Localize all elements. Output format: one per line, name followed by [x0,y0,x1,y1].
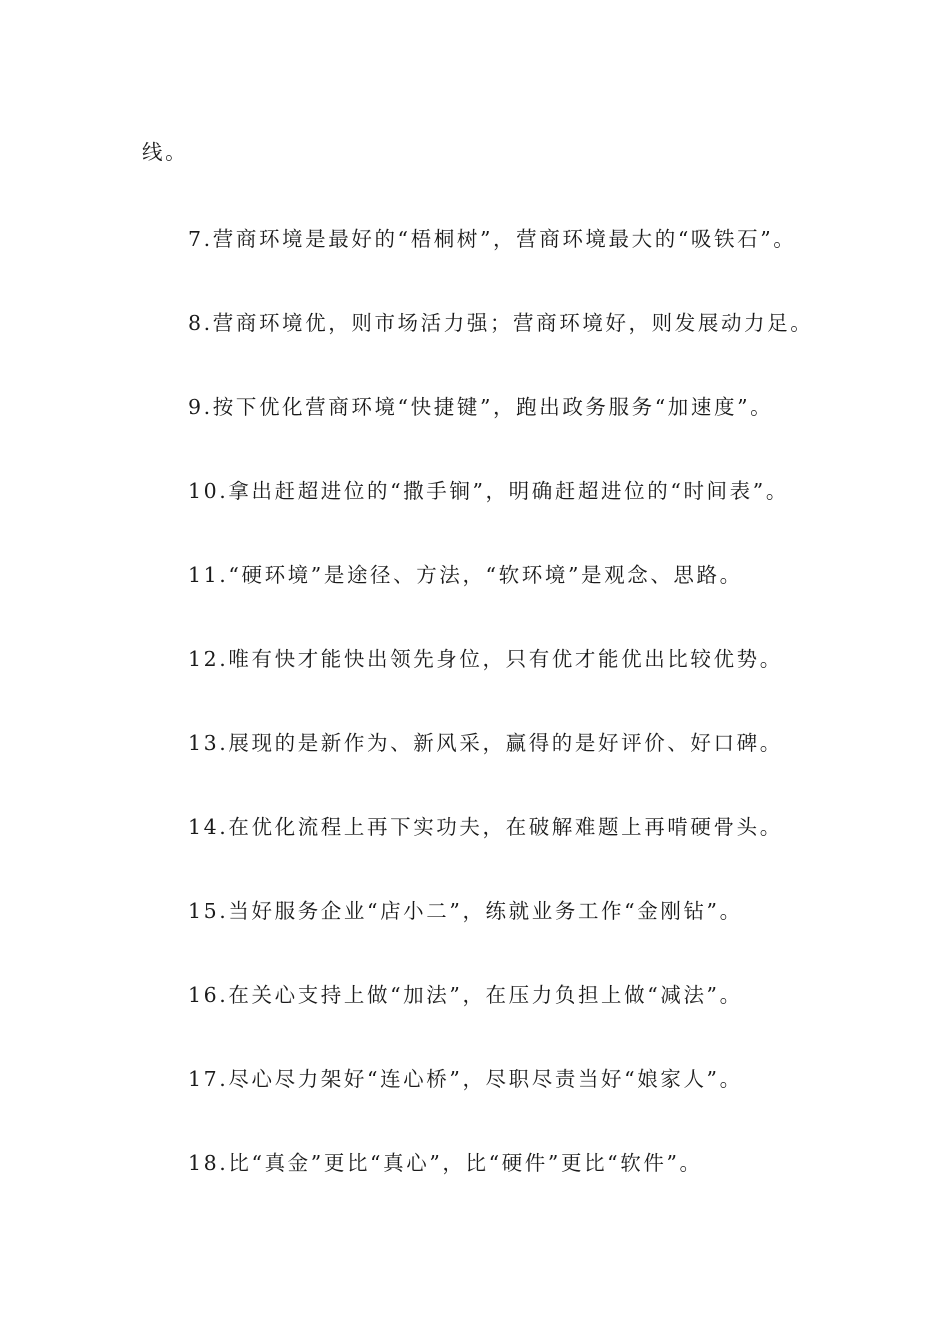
list-item-14: 14.在优化流程上再下实功夫，在破解难题上再啃硬骨头。 [188,815,783,839]
list-item-11: 11.“硬环境”是途径、方法，“软环境”是观念、思路。 [188,563,743,587]
list-item-18: 18.比“真金”更比“真心”，比“硬件”更比“软件”。 [188,1151,703,1175]
list-item-15: 15.当好服务企业“店小二”，练就业务工作“金刚钻”。 [188,899,743,923]
list-item-17: 17.尽心尽力架好“连心桥”，尽职尽责当好“娘家人”。 [188,1067,743,1091]
list-item-13: 13.展现的是新作为、新风采，赢得的是好评价、好口碑。 [188,731,783,755]
list-item-7: 7.营商环境是最好的“梧桐树”，营商环境最大的“吸铁石”。 [188,227,797,251]
list-item-9: 9.按下优化营商环境“快捷键”，跑出政务服务“加速度”。 [188,395,774,419]
list-item-10: 10.拿出赶超进位的“撒手锏”，明确赶超进位的“时间表”。 [188,479,789,503]
list-item-16: 16.在关心支持上做“加法”，在压力负担上做“减法”。 [188,983,743,1007]
list-item-12: 12.唯有快才能快出领先身位，只有优才能优出比较优势。 [188,647,783,671]
list-item-8: 8.营商环境优，则市场活力强；营商环境好，则发展动力足。 [188,311,814,335]
continuation-line: 线。 [142,140,189,164]
